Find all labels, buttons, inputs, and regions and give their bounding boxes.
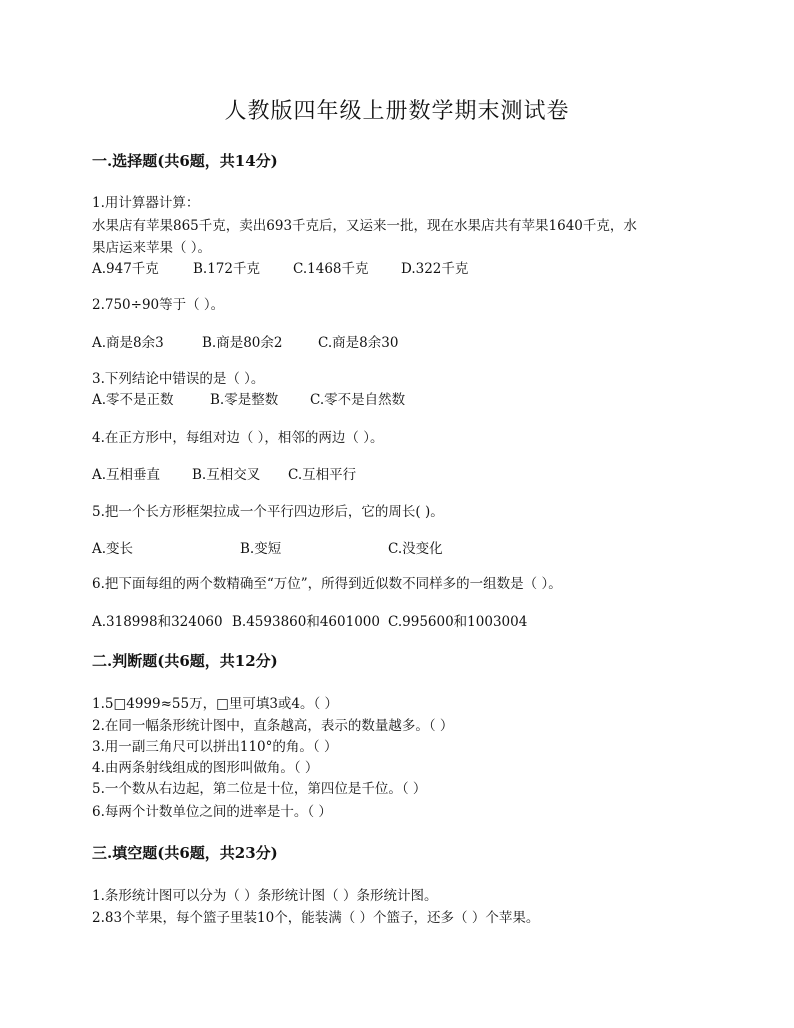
question-1-option-d[interactable]: D.322千克 (401, 261, 469, 277)
question-4-option-b[interactable]: B.互相交叉 (192, 467, 261, 483)
question-2-stem: 2.750÷90等于（ ）。 (92, 297, 225, 313)
question-1-stem-line-3: 果店运来苹果（ ）。 (92, 240, 212, 256)
question-6-option-c[interactable]: C.995600和1003004 (388, 614, 528, 630)
question-1-stem-line-1: 1.用计算器计算： (92, 195, 200, 211)
question-6-stem: 6.把下面每组的两个数精确至“万位”，所得到近似数不同样多的一组数是（ ）。 (92, 576, 562, 592)
question-3-option-b[interactable]: B.零是整数 (210, 392, 279, 408)
question-4-stem: 4.在正方形中，每组对边（ ），相邻的两边（ ）。 (92, 430, 384, 446)
question-1-option-c[interactable]: C.1468千克 (293, 261, 369, 277)
question-1-option-b[interactable]: B.172千克 (193, 261, 260, 277)
question-2-option-a[interactable]: A.商是8余3 (92, 335, 164, 351)
question-6-option-b[interactable]: B.4593860和4601000 (232, 614, 380, 630)
question-3-stem: 3.下列结论中错误的是（ ）。 (92, 371, 265, 387)
question-1-option-a[interactable]: A.947千克 (92, 261, 159, 277)
judgement-item-6: 6.每两个计数单位之间的进率是十。（ ） (92, 804, 332, 820)
judgement-item-3: 3.用一副三角尺可以拼出110°的角。（ ） (92, 739, 338, 755)
question-3-options (92, 388, 405, 408)
question-1-options (92, 257, 468, 277)
exam-title: 人教版四年级上册数学期末测试卷 (224, 99, 570, 124)
section-heading-judgement: 二.判断题(共6题，共12分) (92, 652, 278, 670)
question-4-option-c[interactable]: C.互相平行 (288, 467, 357, 483)
section-heading-fill-blank: 三.填空题(共6题，共23分) (92, 844, 278, 862)
question-4-option-a[interactable]: A.互相垂直 (92, 467, 161, 483)
question-2-option-c[interactable]: C.商是8余30 (318, 335, 399, 351)
question-3-option-c[interactable]: C.零不是自然数 (310, 392, 406, 408)
question-5-option-b[interactable]: B.变短 (240, 541, 282, 557)
question-4-options (92, 463, 356, 483)
question-1-stem-line-2: 水果店有苹果865千克，卖出693千克后，又运来一批，现在水果店共有苹果1640千克，水 (92, 218, 637, 234)
fill-blank-item-2: 2.83个苹果，每个篮子里装10个，能装满（ ）个篮子，还多（ ）个苹果。 (92, 910, 540, 926)
judgement-item-1: 1.5□4999≈55万，□里可填3或4。（ ） (92, 696, 339, 712)
fill-blank-item-1: 1.条形统计图可以分为（ ）条形统计图（ ）条形统计图。 (92, 888, 438, 904)
question-3-option-a[interactable]: A.零不是正数 (92, 392, 174, 408)
judgement-item-4: 4.由两条射线组成的图形叫做角。（ ） (92, 760, 319, 776)
section-heading-choice: 一.选择题(共6题，共14分) (92, 152, 278, 170)
judgement-item-5: 5.一个数从右边起，第二位是十位，第四位是千位。（ ） (92, 781, 427, 797)
question-6-option-a[interactable]: A.318998和324060 (92, 614, 223, 630)
question-5-option-a[interactable]: A.变长 (92, 541, 134, 557)
question-2-option-b[interactable]: B.商是80余2 (202, 335, 283, 351)
question-6-options (92, 610, 527, 630)
question-2-options (92, 331, 398, 351)
question-5-option-c[interactable]: C.没变化 (388, 541, 443, 557)
question-5-stem: 5.把一个长方形框架拉成一个平行四边形后，它的周长( )。 (92, 504, 444, 520)
question-5-options (92, 537, 443, 557)
judgement-item-2: 2.在同一幅条形统计图中，直条越高，表示的数量越多。（ ） (92, 718, 454, 734)
